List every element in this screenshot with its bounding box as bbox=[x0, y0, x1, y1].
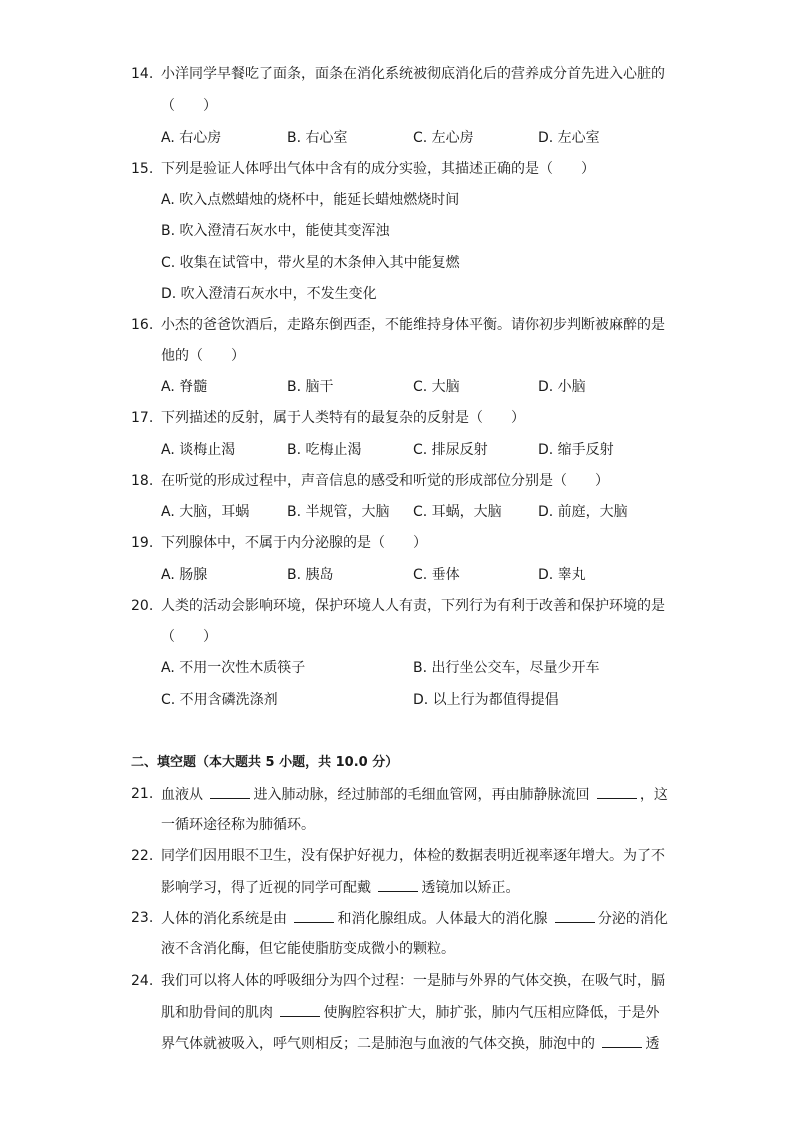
question-number: 15. bbox=[131, 161, 154, 177]
question-text: 他的（ ） bbox=[161, 348, 245, 364]
option-c: C. 排尿反射 bbox=[413, 442, 488, 458]
option-a: A. 大脑，耳蜗 bbox=[161, 504, 250, 520]
option-b: B. 右心室 bbox=[287, 130, 348, 146]
question-text: 在听觉的形成过程中，声音信息的感受和听觉的形成部位分别是（ ） bbox=[161, 473, 609, 489]
fill-question-line: 界气体就被吸入，呼气则相反；二是肺泡与血液的气体交换，肺泡中的 透 bbox=[161, 1033, 659, 1054]
answer-blank[interactable] bbox=[210, 784, 250, 799]
option-d: D. 睾丸 bbox=[538, 567, 586, 583]
option-c: C. 收集在试管中，带火星的木条伸入其中能复燃 bbox=[161, 255, 460, 271]
option-d: D. 小脑 bbox=[538, 379, 586, 395]
option-c: C. 不用含磷洗涤剂 bbox=[161, 692, 278, 708]
question-text: 小杰的爸爸饮酒后，走路东倒西歪，不能维持身体平衡。请你初步判断被麻醉的是 bbox=[161, 317, 665, 333]
question-text: 小洋同学早餐吃了面条，面条在消化系统被彻底消化后的营养成分首先进入心脏的 bbox=[161, 66, 665, 82]
question-text: 下列是验证人体呼出气体中含有的成分实验，其描述正确的是（ ） bbox=[161, 161, 595, 177]
question-number: 22. bbox=[131, 848, 154, 864]
option-c: C. 左心房 bbox=[413, 130, 474, 146]
question-number: 14. bbox=[131, 66, 154, 82]
question-text: 下列腺体中，不属于内分泌腺的是（ ） bbox=[161, 535, 427, 551]
question-number: 17. bbox=[131, 410, 154, 426]
option-a: A. 吹入点燃蜡烛的烧杯中，能延长蜡烛燃烧时间 bbox=[161, 192, 460, 208]
option-d: D. 吹入澄清石灰水中，不发生变化 bbox=[161, 286, 377, 302]
option-a: A. 右心房 bbox=[161, 130, 222, 146]
answer-blank[interactable] bbox=[280, 1002, 320, 1017]
option-d: D. 前庭，大脑 bbox=[538, 504, 628, 520]
option-c: C. 耳蜗，大脑 bbox=[413, 504, 502, 520]
option-b: B. 出行坐公交车，尽量少开车 bbox=[413, 660, 600, 676]
question-number: 24. bbox=[131, 973, 154, 989]
question-number: 18. bbox=[131, 473, 154, 489]
answer-blank[interactable] bbox=[378, 877, 418, 892]
option-d: D. 缩手反射 bbox=[538, 442, 614, 458]
question-text: （ ） bbox=[161, 98, 217, 114]
fill-question-line: 影响学习，得了近视的同学可配戴 透镜加以矫正。 bbox=[161, 877, 519, 898]
option-d: D. 以上行为都值得提倡 bbox=[413, 692, 559, 708]
question-text: 人类的活动会影响环境，保护环境人人有责，下列行为有利于改善和保护环境的是 bbox=[161, 598, 665, 614]
question-text: 下列描述的反射，属于人类特有的最复杂的反射是（ ） bbox=[161, 410, 525, 426]
option-a: A. 不用一次性木质筷子 bbox=[161, 660, 306, 676]
option-c: C. 垂体 bbox=[413, 567, 460, 583]
question-number: 19. bbox=[131, 535, 154, 551]
option-d: D. 左心室 bbox=[538, 130, 600, 146]
answer-blank[interactable] bbox=[555, 908, 595, 923]
option-c: C. 大脑 bbox=[413, 379, 460, 395]
option-b: B. 脑干 bbox=[287, 379, 334, 395]
option-b: B. 吃梅止渴 bbox=[287, 442, 362, 458]
option-a: A. 谈梅止渴 bbox=[161, 442, 236, 458]
answer-blank[interactable] bbox=[294, 908, 334, 923]
answer-blank[interactable] bbox=[597, 784, 637, 799]
section-title: 二、填空题（本大题共 5 小题，共 10.0 分） bbox=[131, 755, 399, 770]
answer-blank[interactable] bbox=[602, 1033, 642, 1048]
question-number: 16. bbox=[131, 317, 154, 333]
fill-question-line: 血液从 进入肺动脉，经过肺部的毛细血管网，再由肺静脉流回 ，这 bbox=[161, 784, 668, 805]
option-b: B. 吹入澄清石灰水中，能使其变浑浊 bbox=[161, 223, 390, 239]
question-number: 21. bbox=[131, 786, 154, 802]
question-number: 20. bbox=[131, 598, 154, 614]
fill-question-line: 液不含消化酶，但它能使脂肪变成微小的颗粒。 bbox=[161, 941, 455, 957]
fill-question-line: 同学们因用眼不卫生，没有保护好视力，体检的数据表明近视率逐年增大。为了不 bbox=[161, 848, 665, 864]
question-text: （ ） bbox=[161, 629, 217, 645]
fill-question-line: 肌和肋骨间的肌肉 使胸腔容积扩大，肺扩张，肺内气压相应降低，于是外 bbox=[161, 1002, 659, 1023]
fill-question-line: 人体的消化系统是由 和消化腺组成。人体最大的消化腺 分泌的消化 bbox=[161, 908, 668, 929]
option-a: A. 脊髓 bbox=[161, 379, 208, 395]
question-number: 23. bbox=[131, 910, 154, 926]
option-b: B. 半规管，大脑 bbox=[287, 504, 390, 520]
option-b: B. 胰岛 bbox=[287, 567, 334, 583]
fill-question-line: 一循环途径称为肺循环。 bbox=[161, 817, 315, 833]
option-a: A. 肠腺 bbox=[161, 567, 208, 583]
fill-question-line: 我们可以将人体的呼吸细分为四个过程：一是肺与外界的气体交换，在吸气时，膈 bbox=[161, 973, 665, 989]
